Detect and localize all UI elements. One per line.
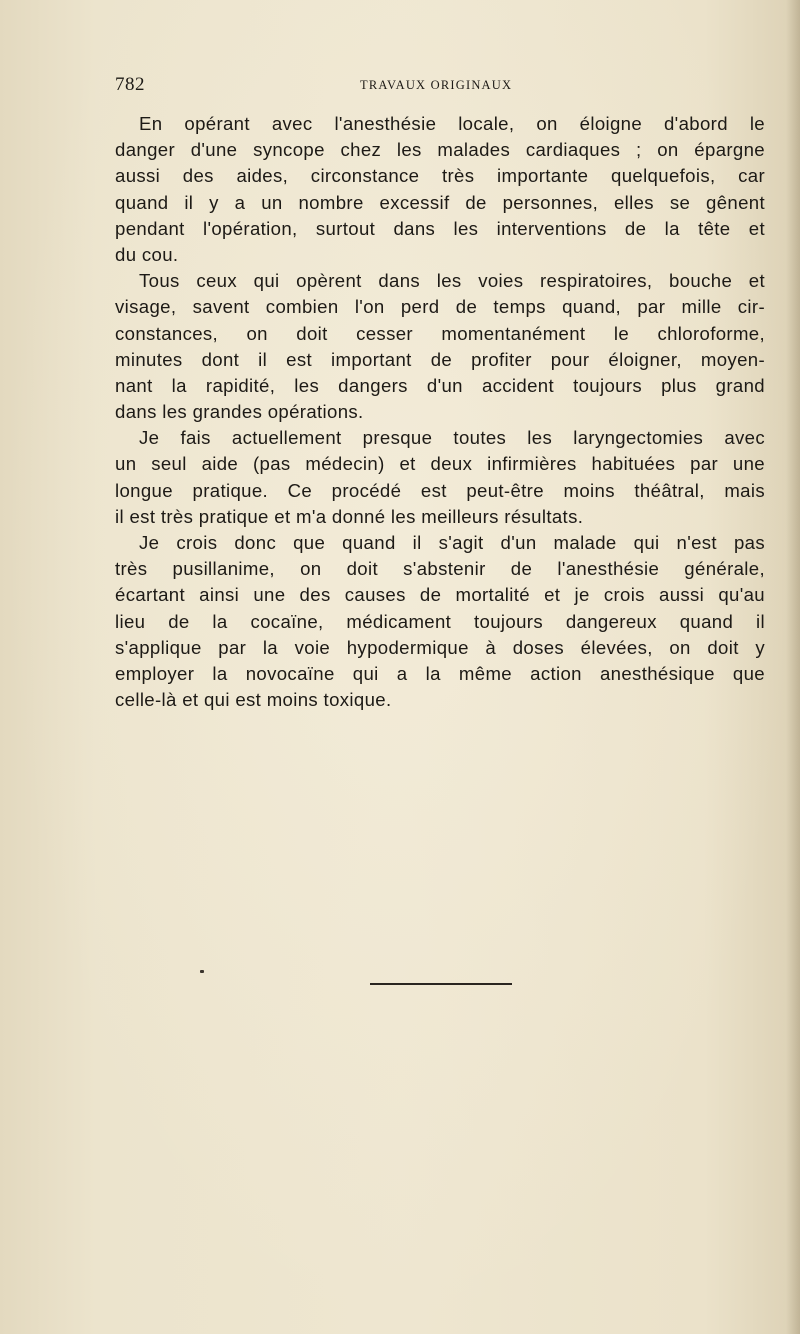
text-line: dans les grandes opérations. (115, 401, 364, 423)
text-line: il est très pratique et m'a donné les meilleurs résultats. (115, 505, 584, 527)
text-line: s'applique par la voie hypodermique à doses élevées, on doit y (115, 636, 765, 658)
text-line: pendant l'opération, surtout dans les interventions de la tête et (115, 217, 765, 239)
body-text (115, 111, 765, 713)
text-line: En opérant avec l'anesthésie locale, on éloigne d'abord le (139, 113, 765, 134)
running-title: TRAVAUX ORIGINAUX (360, 78, 513, 92)
text-line: quand il y a un nombre excessif de personnes, elles se gênent (115, 191, 765, 213)
text-line: celle-là et qui est moins toxique. (115, 689, 392, 711)
text-line: aussi des aides, circonstance très importante quelquefois, car (115, 165, 765, 187)
text-line: constances, on doit cesser momentanément le chloroforme, (115, 322, 765, 344)
text-line: très pusillanime, on doit s'abstenir de l'anesthésie générale, (115, 558, 765, 580)
text-line: du cou. (115, 243, 179, 265)
text-line: lieu de la cocaïne, médicament toujours dangereux quand il (115, 610, 765, 632)
end-rule (370, 983, 512, 985)
page-header (115, 74, 765, 100)
text-line: longue pratique. Ce procédé est peut-être moins théâtral, mais (115, 479, 765, 501)
text-line: danger d'une syncope chez les malades cardiaques ; on épargne (115, 139, 765, 161)
ink-speck (200, 970, 204, 973)
text-line: Tous ceux qui opèrent dans les voies respiratoires, bouche et (139, 270, 765, 292)
text-line: Je crois donc que quand il s'agit d'un malade qui n'est pas (139, 532, 765, 553)
text-line: un seul aide (pas médecin) et deux infirmières habituées par une (115, 453, 765, 475)
text-line: minutes dont il est important de profiter pour éloigner, moyen- (115, 348, 765, 370)
text-line: employer la novocaïne qui a la même action anesthésique que (115, 662, 765, 684)
text-line: écartant ainsi une des causes de mortalité et je crois aussi qu'au (115, 584, 765, 606)
page-number: 782 (115, 74, 145, 95)
text-line: Je fais actuellement presque toutes les laryngectomies avec (139, 427, 765, 449)
text-line: visage, savent combien l'on perd de temps quand, par mille cir- (115, 296, 765, 318)
text-line: nant la rapidité, les dangers d'un accident toujours plus grand (115, 374, 765, 396)
